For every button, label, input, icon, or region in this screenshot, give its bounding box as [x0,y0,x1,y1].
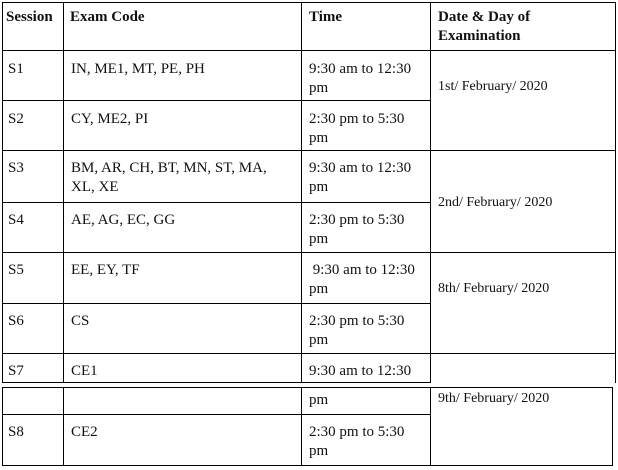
row-divider [2,353,616,354]
exam-date-cell: 2nd/ February/ 2020 [438,195,553,210]
table-border [2,2,616,3]
time-cell: pm [309,392,329,408]
row-divider [2,252,616,253]
session-cell: S2 [8,111,24,127]
time-cell: pm [309,80,329,96]
time-cell: 9:30 am to 12:30 [309,61,412,77]
time-cell: pm [309,231,329,247]
table-border [615,2,616,383]
row-divider [2,382,431,383]
table-border [2,465,613,466]
session-cell: S7 [8,363,24,379]
exam-code-cell: AE, AG, EC, GG [71,212,176,228]
column-divider [430,387,431,466]
time-cell: 9:30 am to 12:30 [309,363,412,379]
session-cell: S3 [8,160,24,176]
time-cell: pm [309,179,329,195]
session-cell: S6 [8,313,24,329]
header-time: Time [309,9,343,25]
time-cell: pm [309,332,329,348]
exam-code-cell: CE2 [71,424,98,440]
row-divider [2,150,616,151]
exam-date-cell: 1st/ February/ 2020 [438,79,548,94]
column-divider [301,2,302,383]
row-divider [2,50,616,51]
column-divider [63,387,64,466]
row-divider [2,303,431,304]
row-divider [2,414,431,415]
header-date-line2: Examination [438,28,521,44]
exam-code-cell: EE, EY, TF [71,262,140,278]
column-divider [301,387,302,466]
header-date-line1: Date & Day of [438,9,531,25]
column-divider [430,2,431,383]
row-divider [2,202,431,203]
time-cell: 2:30 pm to 5:30 [309,111,405,127]
time-cell: 2:30 pm to 5:30 [309,424,405,440]
table-border [612,387,613,466]
exam-code-cell: XL, XE [71,179,119,195]
row-divider [2,100,431,101]
exam-code-cell: CE1 [71,363,98,379]
exam-code-cell: CY, ME2, PI [71,111,149,127]
exam-date-cell: 9th/ February/ 2020 [438,391,550,406]
session-cell: S5 [8,262,24,278]
time-cell: 2:30 pm to 5:30 [309,313,405,329]
table-border [2,387,613,388]
table-border [2,387,3,466]
time-cell: 9:30 am to 12:30 [309,262,415,278]
exam-code-cell: CS [71,313,90,329]
time-cell: pm [309,281,329,297]
session-cell: S4 [8,212,24,228]
time-cell: 9:30 am to 12:30 [309,160,412,176]
time-cell: pm [309,443,329,459]
exam-date-cell: 8th/ February/ 2020 [438,281,550,296]
time-cell: pm [309,130,329,146]
session-cell: S1 [8,61,24,77]
column-divider [63,2,64,383]
session-cell: S8 [8,424,24,440]
header-exam-code: Exam Code [70,9,145,25]
header-session: Session [6,9,53,25]
time-cell: 2:30 pm to 5:30 [309,212,405,228]
exam-code-cell: IN, ME1, MT, PE, PH [71,61,205,77]
table-border [2,2,3,383]
exam-code-cell: BM, AR, CH, BT, MN, ST, MA, [71,160,267,176]
